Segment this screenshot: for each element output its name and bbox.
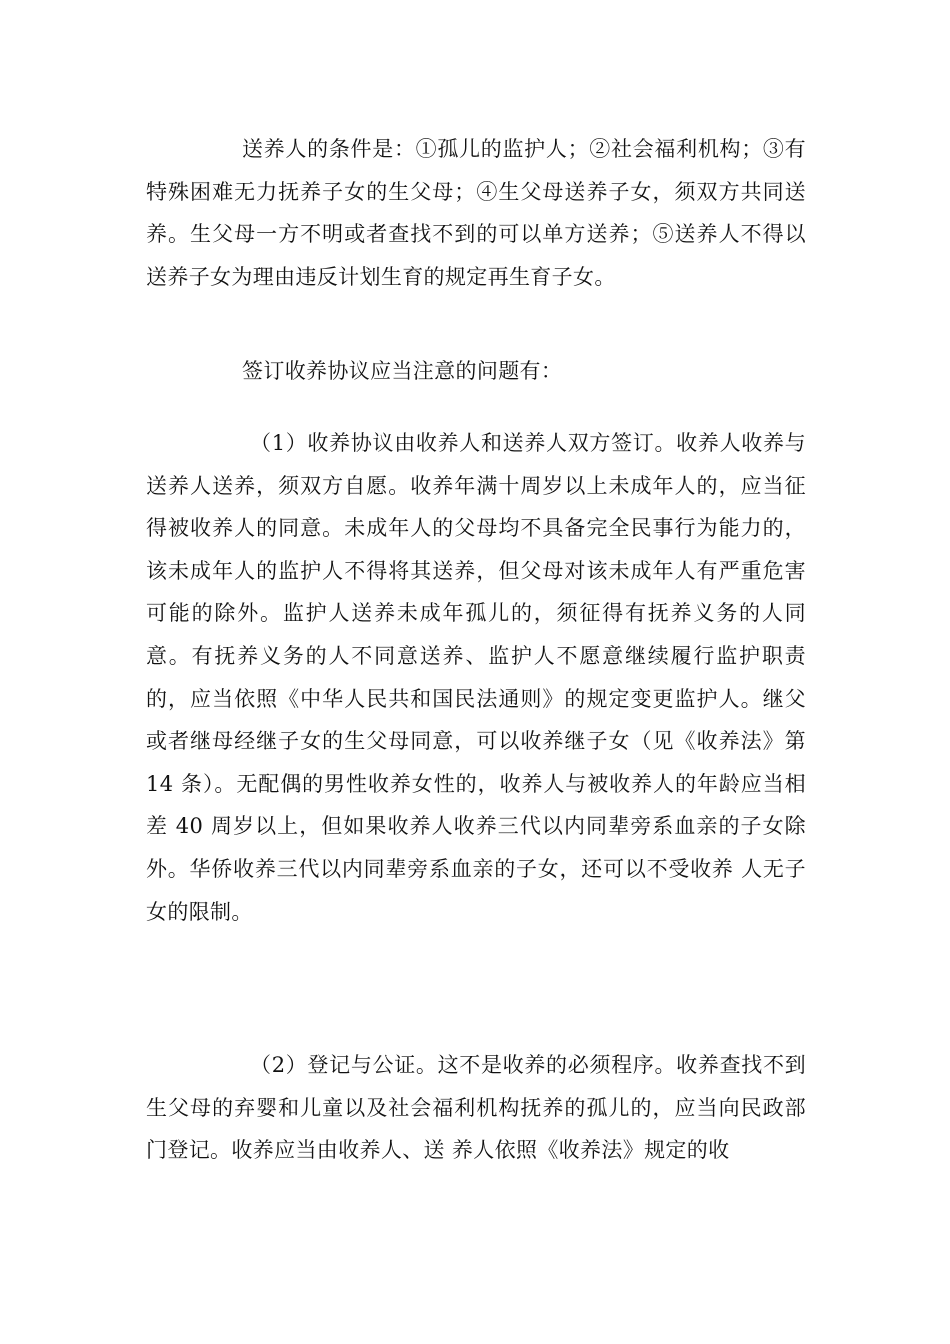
- paragraph-item-2-registration: （2）登记与公证。这不是收养的必须程序。收养查找不到生父母的弃婴和儿童以及社会福利机构抚养的孤儿的，应当向民政部门登记。收养应当由收养人、送 养人依照《收养法》规定的收: [146, 1053, 806, 1163]
- paragraph-adopter-conditions: 送养人的条件是：①孤儿的监护人；②社会福利机构；③有特殊困难无力抚养子女的生父母；④生父母送养子女，须双方共同送养。生父母一方不明或者查找不到的可以单方送养；⑤送养人不得以送养子女为理由违反计划生育的规定再生育子女。: [146, 137, 806, 289]
- paragraph-agreement-heading: 签订收养协议应当注意的问题有：: [242, 359, 563, 383]
- paragraph-item-1-agreement: （1）收养协议由收养人和送养人双方签订。收养人收养与送养人送养，须双方自愿。收养年满十周岁以上未成年人的，应当征得被收养人的同意。未成年人的父母均不具备完全民事行为能力的，该未成年人的监护人不得将其送养，但父母对该未成年人有严重危害可能的除外。监护人送养未成年孤儿的，须征得有抚养义务的人同意。有抚养义务的人不同意送养、监护人不愿意继续履行监护职责的，应当依照《中华人民共和国民法通则》的规定变更监护人。继父或者继母经继子女的生父母同意，可以收养继子女（见《收养法》第 14 条）。无配偶的男性收养女性的，收养人与被收养人的年龄应当相差 40 周岁以上，但如果收养人收养三代以内同辈旁系血亲的子女除外。华侨收养三代以内同辈旁系血亲的子女，还可以不受收养 人无子女的限制。: [146, 431, 806, 924]
